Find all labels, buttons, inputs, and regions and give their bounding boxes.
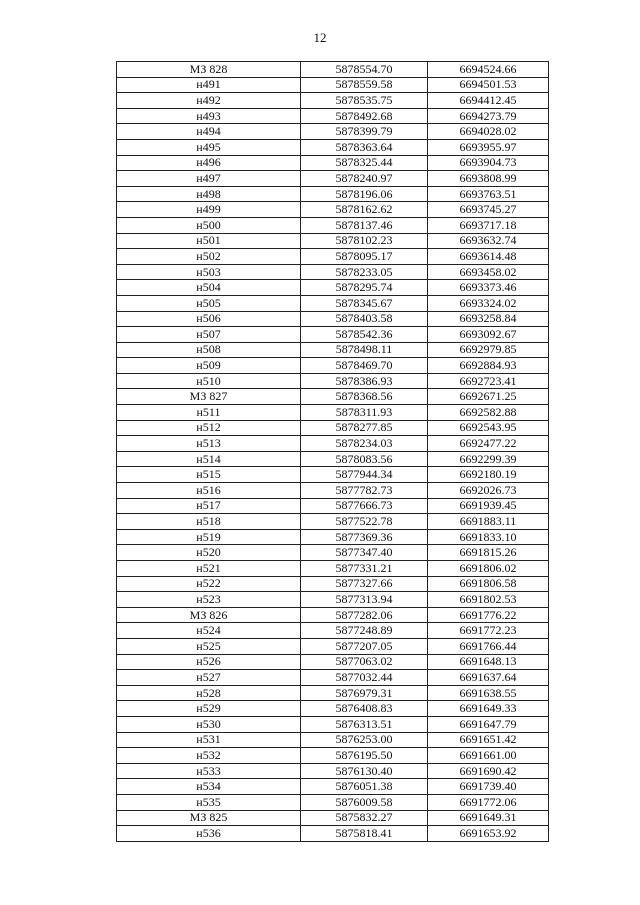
coord-x-cell: 5878542.36 bbox=[301, 327, 428, 343]
coord-y-cell: 6693763.51 bbox=[428, 186, 549, 202]
coord-y-cell: 6691649.31 bbox=[428, 810, 549, 826]
point-name-cell: н497 bbox=[117, 171, 301, 187]
table-row bbox=[117, 405, 549, 421]
coord-y-cell: 6693717.18 bbox=[428, 217, 549, 233]
table-row bbox=[117, 217, 549, 233]
point-name-cell: н491 bbox=[117, 77, 301, 93]
coord-y-cell: 6693458.02 bbox=[428, 264, 549, 280]
table-row bbox=[117, 670, 549, 686]
table-row bbox=[117, 62, 549, 78]
table-row bbox=[117, 498, 549, 514]
point-name-cell: МЗ 827 bbox=[117, 389, 301, 405]
coord-x-cell: 5878345.67 bbox=[301, 295, 428, 311]
coord-x-cell: 5878240.97 bbox=[301, 171, 428, 187]
coord-x-cell: 5877327.66 bbox=[301, 576, 428, 592]
coord-x-cell: 5877282.06 bbox=[301, 607, 428, 623]
table-row bbox=[117, 327, 549, 343]
coord-x-cell: 5877782.73 bbox=[301, 483, 428, 499]
table-row bbox=[117, 748, 549, 764]
coord-x-cell: 5878277.85 bbox=[301, 420, 428, 436]
coord-y-cell: 6694028.02 bbox=[428, 124, 549, 140]
coord-x-cell: 5878311.93 bbox=[301, 405, 428, 421]
coord-x-cell: 5877207.05 bbox=[301, 638, 428, 654]
table-row bbox=[117, 77, 549, 93]
coord-y-cell: 6691806.02 bbox=[428, 561, 549, 577]
coord-x-cell: 5878386.93 bbox=[301, 373, 428, 389]
coord-x-cell: 5878137.46 bbox=[301, 217, 428, 233]
point-name-cell: н509 bbox=[117, 358, 301, 374]
coord-y-cell: 6694524.66 bbox=[428, 62, 549, 78]
coord-x-cell: 5877347.40 bbox=[301, 545, 428, 561]
coord-y-cell: 6694273.79 bbox=[428, 108, 549, 124]
table-row bbox=[117, 623, 549, 639]
coord-x-cell: 5878083.56 bbox=[301, 451, 428, 467]
table-row bbox=[117, 654, 549, 670]
table-row bbox=[117, 171, 549, 187]
coord-x-cell: 5878535.75 bbox=[301, 93, 428, 109]
point-name-cell: н524 bbox=[117, 623, 301, 639]
point-name-cell: н535 bbox=[117, 794, 301, 810]
coord-y-cell: 6693373.46 bbox=[428, 280, 549, 296]
coord-x-cell: 5877032.44 bbox=[301, 670, 428, 686]
coord-y-cell: 6693904.73 bbox=[428, 155, 549, 171]
table-row bbox=[117, 794, 549, 810]
point-name-cell: н501 bbox=[117, 233, 301, 249]
table-row bbox=[117, 202, 549, 218]
table-row bbox=[117, 420, 549, 436]
coordinates-table-body bbox=[117, 62, 549, 842]
coord-x-cell: 5878403.58 bbox=[301, 311, 428, 327]
table-row bbox=[117, 514, 549, 530]
coord-y-cell: 6691815.26 bbox=[428, 545, 549, 561]
table-row bbox=[117, 280, 549, 296]
coord-y-cell: 6691776.22 bbox=[428, 607, 549, 623]
table-row bbox=[117, 311, 549, 327]
table-row bbox=[117, 810, 549, 826]
coord-x-cell: 5878498.11 bbox=[301, 342, 428, 358]
point-name-cell: н505 bbox=[117, 295, 301, 311]
coord-x-cell: 5878559.58 bbox=[301, 77, 428, 93]
point-name-cell: н513 bbox=[117, 436, 301, 452]
point-name-cell: н510 bbox=[117, 373, 301, 389]
coord-y-cell: 6691883.11 bbox=[428, 514, 549, 530]
table-row bbox=[117, 545, 549, 561]
coord-x-cell: 5878234.03 bbox=[301, 436, 428, 452]
coord-y-cell: 6692299.39 bbox=[428, 451, 549, 467]
point-name-cell: н516 bbox=[117, 483, 301, 499]
point-name-cell: МЗ 825 bbox=[117, 810, 301, 826]
table-row bbox=[117, 451, 549, 467]
coord-x-cell: 5877313.94 bbox=[301, 592, 428, 608]
table-row bbox=[117, 483, 549, 499]
table-row bbox=[117, 373, 549, 389]
page-number: 12 bbox=[313, 30, 327, 45]
point-name-cell: н522 bbox=[117, 576, 301, 592]
point-name-cell: н492 bbox=[117, 93, 301, 109]
point-name-cell: н519 bbox=[117, 529, 301, 545]
coord-x-cell: 5878095.17 bbox=[301, 249, 428, 265]
coord-x-cell: 5876051.38 bbox=[301, 779, 428, 795]
point-name-cell: н534 bbox=[117, 779, 301, 795]
coord-x-cell: 5878363.64 bbox=[301, 139, 428, 155]
point-name-cell: н494 bbox=[117, 124, 301, 140]
coord-x-cell: 5878196.06 bbox=[301, 186, 428, 202]
table-row bbox=[117, 638, 549, 654]
table-row bbox=[117, 826, 549, 842]
coord-x-cell: 5876408.83 bbox=[301, 701, 428, 717]
point-name-cell: МЗ 826 bbox=[117, 607, 301, 623]
table-row bbox=[117, 779, 549, 795]
point-name-cell: н504 bbox=[117, 280, 301, 296]
coord-x-cell: 5877248.89 bbox=[301, 623, 428, 639]
table-row bbox=[117, 467, 549, 483]
coord-y-cell: 6692582.88 bbox=[428, 405, 549, 421]
coord-y-cell: 6692671.25 bbox=[428, 389, 549, 405]
point-name-cell: н506 bbox=[117, 311, 301, 327]
point-name-cell: н520 bbox=[117, 545, 301, 561]
coord-y-cell: 6694501.53 bbox=[428, 77, 549, 93]
coord-y-cell: 6691690.42 bbox=[428, 763, 549, 779]
table-row bbox=[117, 436, 549, 452]
table-row bbox=[117, 607, 549, 623]
point-name-cell: н517 bbox=[117, 498, 301, 514]
coord-y-cell: 6691939.45 bbox=[428, 498, 549, 514]
table-row bbox=[117, 389, 549, 405]
coord-x-cell: 5877522.78 bbox=[301, 514, 428, 530]
coordinates-table bbox=[116, 61, 549, 842]
coord-y-cell: 6691802.53 bbox=[428, 592, 549, 608]
coord-x-cell: 5876009.58 bbox=[301, 794, 428, 810]
coord-y-cell: 6691638.55 bbox=[428, 685, 549, 701]
point-name-cell: н531 bbox=[117, 732, 301, 748]
coord-x-cell: 5877369.36 bbox=[301, 529, 428, 545]
table-row bbox=[117, 264, 549, 280]
coord-y-cell: 6693808.99 bbox=[428, 171, 549, 187]
coord-y-cell: 6693324.02 bbox=[428, 295, 549, 311]
coord-y-cell: 6691661.00 bbox=[428, 748, 549, 764]
coord-x-cell: 5876979.31 bbox=[301, 685, 428, 701]
point-name-cell: н493 bbox=[117, 108, 301, 124]
coord-y-cell: 6694412.45 bbox=[428, 93, 549, 109]
coord-y-cell: 6691637.64 bbox=[428, 670, 549, 686]
point-name-cell: н526 bbox=[117, 654, 301, 670]
point-name-cell: н499 bbox=[117, 202, 301, 218]
point-name-cell: н536 bbox=[117, 826, 301, 842]
table-row bbox=[117, 295, 549, 311]
point-name-cell: н507 bbox=[117, 327, 301, 343]
coord-x-cell: 5877063.02 bbox=[301, 654, 428, 670]
coord-y-cell: 6692543.95 bbox=[428, 420, 549, 436]
point-name-cell: н529 bbox=[117, 701, 301, 717]
point-name-cell: н495 bbox=[117, 139, 301, 155]
point-name-cell: н523 bbox=[117, 592, 301, 608]
table-row bbox=[117, 701, 549, 717]
table-row bbox=[117, 186, 549, 202]
point-name-cell: н527 bbox=[117, 670, 301, 686]
coord-y-cell: 6692026.73 bbox=[428, 483, 549, 499]
point-name-cell: н502 bbox=[117, 249, 301, 265]
coord-x-cell: 5878368.56 bbox=[301, 389, 428, 405]
point-name-cell: н503 bbox=[117, 264, 301, 280]
coord-y-cell: 6691833.10 bbox=[428, 529, 549, 545]
point-name-cell: н508 bbox=[117, 342, 301, 358]
coord-x-cell: 5877944.34 bbox=[301, 467, 428, 483]
coord-y-cell: 6691649.33 bbox=[428, 701, 549, 717]
coord-x-cell: 5876130.40 bbox=[301, 763, 428, 779]
point-name-cell: н511 bbox=[117, 405, 301, 421]
coord-y-cell: 6692723.41 bbox=[428, 373, 549, 389]
table-row bbox=[117, 732, 549, 748]
coord-x-cell: 5878233.05 bbox=[301, 264, 428, 280]
coord-y-cell: 6693614.48 bbox=[428, 249, 549, 265]
table-row bbox=[117, 716, 549, 732]
table-row bbox=[117, 155, 549, 171]
coord-x-cell: 5875818.41 bbox=[301, 826, 428, 842]
point-name-cell: н525 bbox=[117, 638, 301, 654]
table-row bbox=[117, 342, 549, 358]
table-row bbox=[117, 108, 549, 124]
coord-x-cell: 5878162.62 bbox=[301, 202, 428, 218]
table-row bbox=[117, 358, 549, 374]
coord-x-cell: 5878469.70 bbox=[301, 358, 428, 374]
table-row bbox=[117, 576, 549, 592]
point-name-cell: н528 bbox=[117, 685, 301, 701]
coord-y-cell: 6693258.84 bbox=[428, 311, 549, 327]
coord-y-cell: 6692884.93 bbox=[428, 358, 549, 374]
coord-y-cell: 6691653.92 bbox=[428, 826, 549, 842]
point-name-cell: н515 bbox=[117, 467, 301, 483]
point-name-cell: н521 bbox=[117, 561, 301, 577]
coord-x-cell: 5877331.21 bbox=[301, 561, 428, 577]
coord-x-cell: 5876313.51 bbox=[301, 716, 428, 732]
point-name-cell: н532 bbox=[117, 748, 301, 764]
coord-x-cell: 5876195.50 bbox=[301, 748, 428, 764]
table-row bbox=[117, 561, 549, 577]
coord-x-cell: 5878399.79 bbox=[301, 124, 428, 140]
point-name-cell: н533 bbox=[117, 763, 301, 779]
table-row bbox=[117, 763, 549, 779]
coord-y-cell: 6691647.79 bbox=[428, 716, 549, 732]
table-row bbox=[117, 529, 549, 545]
coord-y-cell: 6691739.40 bbox=[428, 779, 549, 795]
coord-x-cell: 5878102.23 bbox=[301, 233, 428, 249]
coord-y-cell: 6691772.06 bbox=[428, 794, 549, 810]
coord-y-cell: 6693955.97 bbox=[428, 139, 549, 155]
coord-x-cell: 5875832.27 bbox=[301, 810, 428, 826]
coord-y-cell: 6692979.85 bbox=[428, 342, 549, 358]
point-name-cell: н518 bbox=[117, 514, 301, 530]
coord-y-cell: 6693632.74 bbox=[428, 233, 549, 249]
coord-x-cell: 5878554.70 bbox=[301, 62, 428, 78]
table-row bbox=[117, 124, 549, 140]
coord-y-cell: 6692477.22 bbox=[428, 436, 549, 452]
table-row bbox=[117, 233, 549, 249]
coord-y-cell: 6693092.67 bbox=[428, 327, 549, 343]
table-row bbox=[117, 685, 549, 701]
coord-y-cell: 6693745.27 bbox=[428, 202, 549, 218]
point-name-cell: МЗ 828 bbox=[117, 62, 301, 78]
coord-x-cell: 5878492.68 bbox=[301, 108, 428, 124]
coord-y-cell: 6691648.13 bbox=[428, 654, 549, 670]
coord-x-cell: 5876253.00 bbox=[301, 732, 428, 748]
coord-x-cell: 5878295.74 bbox=[301, 280, 428, 296]
table-row bbox=[117, 93, 549, 109]
point-name-cell: н496 bbox=[117, 155, 301, 171]
table-row bbox=[117, 592, 549, 608]
point-name-cell: н530 bbox=[117, 716, 301, 732]
point-name-cell: н512 bbox=[117, 420, 301, 436]
table-row bbox=[117, 139, 549, 155]
coord-y-cell: 6692180.19 bbox=[428, 467, 549, 483]
coord-y-cell: 6691651.42 bbox=[428, 732, 549, 748]
coord-y-cell: 6691772.23 bbox=[428, 623, 549, 639]
point-name-cell: н514 bbox=[117, 451, 301, 467]
point-name-cell: н498 bbox=[117, 186, 301, 202]
table-row bbox=[117, 249, 549, 265]
point-name-cell: н500 bbox=[117, 217, 301, 233]
coord-x-cell: 5877666.73 bbox=[301, 498, 428, 514]
coord-y-cell: 6691806.58 bbox=[428, 576, 549, 592]
coord-x-cell: 5878325.44 bbox=[301, 155, 428, 171]
coord-y-cell: 6691766.44 bbox=[428, 638, 549, 654]
